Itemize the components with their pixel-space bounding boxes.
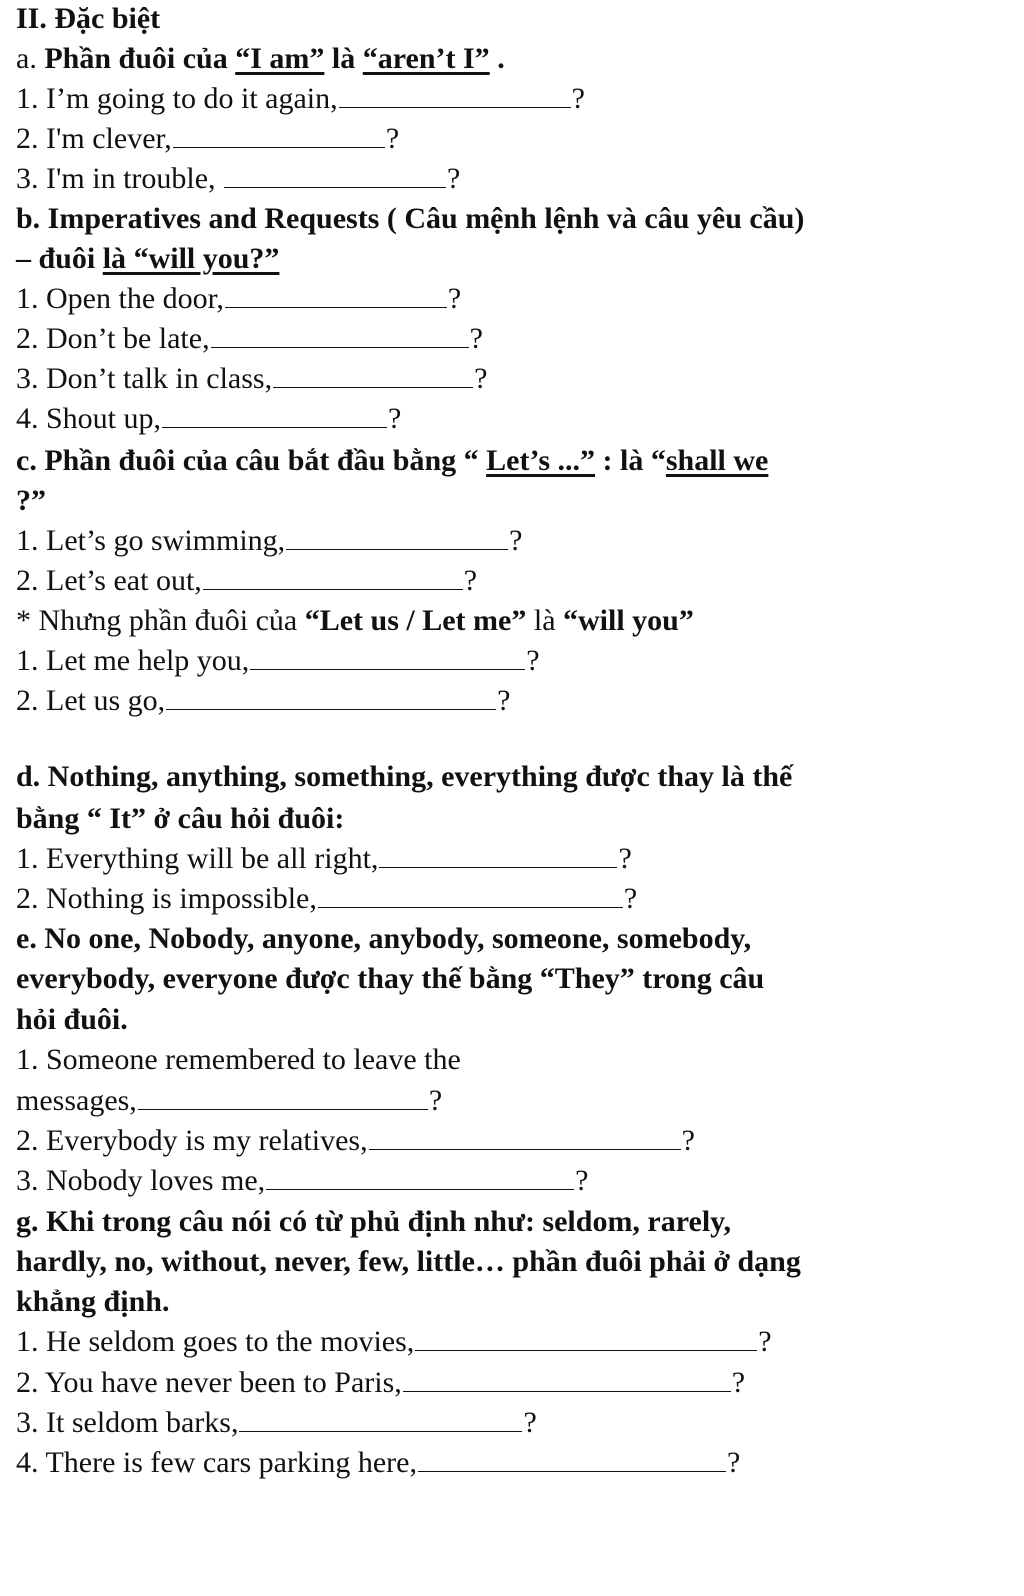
question-mark: ? [681, 1124, 695, 1157]
answer-blank[interactable] [418, 1445, 726, 1472]
exercise-text: 3. I'm in trouble, [16, 162, 224, 195]
question-mark: ? [447, 162, 461, 195]
question-mark: ? [758, 1325, 772, 1358]
rule-c-note [16, 602, 694, 640]
rule-c-text: c. Phần đuôi của câu bắt đầu bằng “ [16, 444, 487, 477]
exercise-item [16, 280, 461, 318]
rule-c-la: : là “ [595, 444, 666, 477]
exercise-item [16, 642, 540, 680]
answer-blank[interactable] [273, 361, 473, 388]
exercise-text: 2. Everybody is my relatives, [16, 1124, 368, 1157]
exercise-item [16, 80, 585, 118]
question-mark: ? [447, 282, 462, 315]
exercise-text: 3. It seldom barks, [16, 1406, 239, 1439]
answer-blank[interactable] [266, 1163, 574, 1190]
exercise-text: 2. Don’t be late, [16, 322, 210, 355]
question-mark: ? [571, 82, 585, 115]
exercise-text: 3. Nobody loves me, [16, 1164, 266, 1197]
question-mark: ? [623, 882, 638, 915]
rule-d-heading: d. Nothing, anything, something, everything được thay là thế [16, 760, 793, 793]
answer-blank[interactable] [339, 81, 571, 108]
exercise-text: 4. Shout up, [16, 402, 162, 435]
section-title: II. Đặc biệt [16, 2, 161, 35]
exercise-text: 1. I’m going to do it again, [16, 82, 338, 115]
exercise-text: 2. Let us go, [16, 684, 166, 717]
rule-c-note-la: là [526, 604, 564, 637]
rule-b-will-you: “will you?” [133, 242, 280, 275]
exercise-text: 4. There is few cars parking here, [16, 1446, 417, 1479]
question-mark: ? [509, 524, 523, 557]
question-mark: ? [526, 644, 540, 677]
answer-blank[interactable] [318, 881, 623, 908]
rule-a-text: Phần đuôi của [44, 42, 236, 75]
rule-a-la: là [324, 42, 363, 75]
rule-b-la: là [102, 242, 134, 275]
exercise-item [16, 1444, 740, 1482]
exercise-item [16, 120, 399, 158]
answer-blank[interactable] [166, 683, 496, 710]
rule-c-note-let-us: “Let us / Let me” [304, 604, 527, 637]
rule-a-letter: a. [16, 42, 45, 75]
rule-a-i-am: “I am” [235, 42, 325, 75]
rule-c-note-text: * Nhưng phần đuôi của [16, 604, 305, 637]
exercise-text: 3. Don’t talk in class, [16, 362, 273, 395]
question-mark: ? [385, 122, 400, 155]
answer-blank[interactable] [369, 1123, 681, 1150]
answer-blank[interactable] [224, 161, 446, 188]
exercise-text: 2. Let’s eat out, [16, 564, 202, 597]
exercise-item [16, 1122, 695, 1160]
exercise-text: 2. You have never been to Paris, [16, 1366, 402, 1399]
exercise-text: messages, [16, 1084, 137, 1117]
rule-b-sub [16, 240, 279, 278]
exercise-text: 1. He seldom goes to the movies, [16, 1325, 415, 1358]
rule-d-heading-2: bằng “ It” ở câu hỏi đuôi: [16, 802, 345, 835]
exercise-item [16, 1323, 772, 1361]
exercise-item-line1: 1. Someone remembered to leave the [16, 1043, 461, 1076]
exercise-item [16, 1082, 442, 1120]
answer-blank[interactable] [203, 563, 463, 590]
exercise-item [16, 1162, 588, 1200]
exercise-text: 1. Let’s go swimming, [16, 524, 286, 557]
question-mark: ? [463, 564, 478, 597]
exercise-item [16, 1404, 537, 1442]
exercise-item [16, 682, 510, 720]
rule-e-heading-3: hỏi đuôi. [16, 1003, 128, 1036]
answer-blank[interactable] [250, 643, 525, 670]
question-mark: ? [618, 842, 632, 875]
exercise-item [16, 880, 637, 918]
rule-g-heading-3: khẳng định. [16, 1285, 170, 1318]
exercise-item [16, 400, 401, 438]
question-mark: ? [474, 362, 488, 395]
rule-g-heading-2: hardly, no, without, never, few, little… phần đuôi phải ở dạng [16, 1245, 801, 1278]
exercise-item [16, 1364, 745, 1402]
answer-blank[interactable] [211, 321, 469, 348]
question-mark: ? [469, 322, 483, 355]
answer-blank[interactable] [173, 121, 385, 148]
answer-blank[interactable] [225, 281, 447, 308]
answer-blank[interactable] [162, 401, 387, 428]
answer-blank[interactable] [415, 1324, 757, 1351]
answer-blank[interactable] [379, 841, 617, 868]
rule-a-dot: . [489, 42, 505, 75]
exercise-item [16, 562, 477, 600]
exercise-item [16, 840, 632, 878]
question-mark: ? [731, 1366, 746, 1399]
rule-c-note-will-you: “will you” [563, 604, 694, 637]
answer-blank[interactable] [138, 1083, 428, 1110]
rule-c-shall-we: shall we [665, 444, 769, 477]
exercise-text: 1. Let me help you, [16, 644, 250, 677]
question-mark: ? [388, 402, 402, 435]
rule-c-heading [16, 442, 768, 480]
question-mark: ? [428, 1084, 443, 1117]
exercise-item [16, 320, 483, 358]
rule-g-heading: g. Khi trong câu nói có từ phủ định như: seldom, rarely, [16, 1205, 732, 1238]
rule-a-arent-i: “aren’t I” [362, 42, 490, 75]
rule-b-dash: – đuôi [16, 242, 103, 275]
rule-c-lets: Let’s ...” [486, 444, 596, 477]
exercise-item [16, 522, 523, 560]
question-mark: ? [523, 1406, 537, 1439]
exercise-item [16, 160, 460, 198]
exercise-text: 1. Open the door, [16, 282, 224, 315]
exercise-text: 2. Nothing is impossible, [16, 882, 317, 915]
exercise-text: 1. Everything will be all right, [16, 842, 379, 875]
rule-c-heading-end: ?” [16, 484, 46, 517]
rule-e-heading-2: everybody, everyone được thay thế bằng “They” trong câu [16, 962, 765, 995]
question-mark: ? [726, 1446, 741, 1479]
question-mark: ? [575, 1164, 589, 1197]
answer-blank[interactable] [403, 1365, 731, 1392]
answer-blank[interactable] [286, 523, 508, 550]
rule-e-heading: e. No one, Nobody, anyone, anybody, someone, somebody, [16, 922, 752, 955]
answer-blank[interactable] [239, 1405, 522, 1432]
question-mark: ? [497, 684, 511, 717]
exercise-item [16, 360, 487, 398]
rule-a-heading [16, 40, 505, 78]
exercise-text: 2. I'm clever, [16, 122, 172, 155]
rule-b-heading: b. Imperatives and Requests ( Câu mệnh lệnh và câu yêu cầu) [16, 202, 805, 235]
